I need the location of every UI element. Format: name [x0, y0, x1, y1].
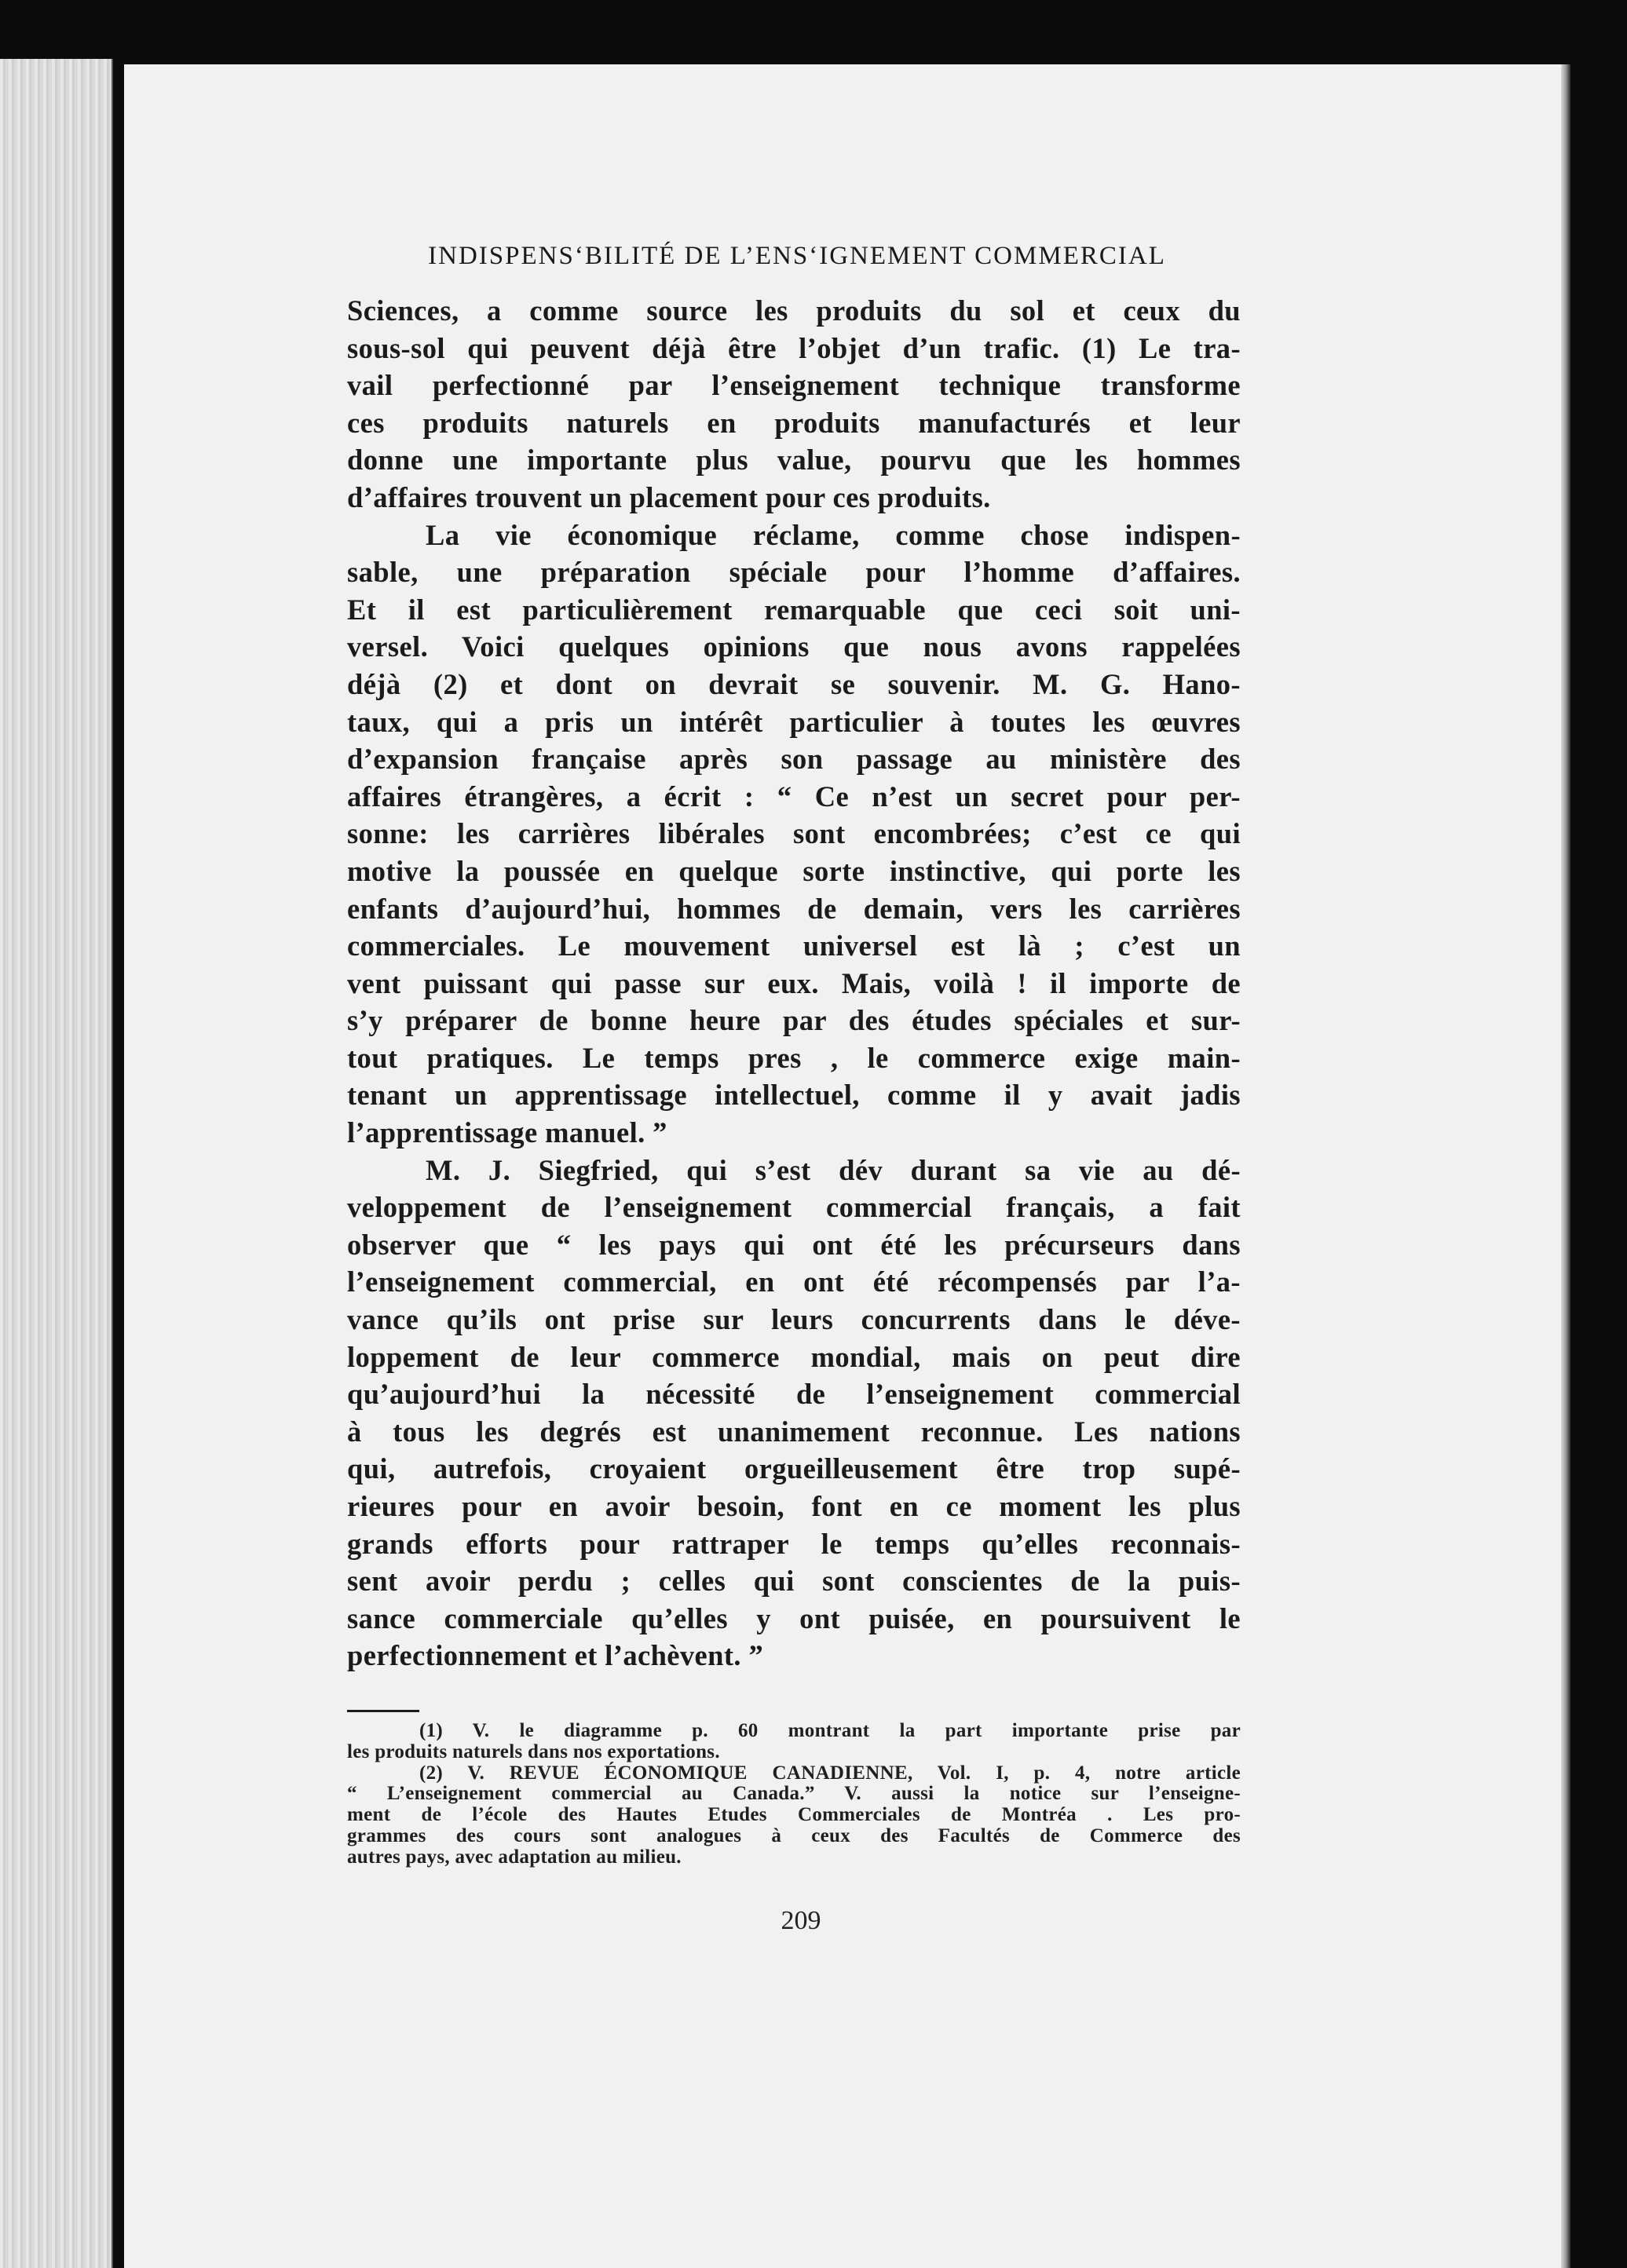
- body_lines-line: vance qu’ils ont prise sur leurs concurrents dans le déve-: [347, 1303, 1241, 1336]
- footnote_lines-line: les produits naturels dans nos exportations.: [347, 1740, 720, 1762]
- body_lines-line: motive la poussée en quelque sorte instinctive, qui porte les: [347, 854, 1241, 887]
- body_lines-line: veloppement de l’enseignement commercial français, a fait: [347, 1191, 1241, 1224]
- body_lines-line: loppement de leur commerce mondial, mais on peut dire: [347, 1340, 1241, 1373]
- body_lines-line: d’affaires trouvent un placement pour ces produits.: [347, 480, 991, 513]
- body-text: [347, 292, 1241, 1675]
- body_lines-line: sable, une préparation spéciale pour l’homme d’affaires.: [347, 556, 1241, 589]
- page-number: 209: [781, 1906, 821, 1935]
- body_lines-line: déjà (2) et dont on devrait se souvenir. M. G. Hano-: [347, 667, 1241, 700]
- footnote_lines-line: (2) V. REVUE ÉCONOMIQUE CANADIENNE, Vol. I, p. 4, notre article: [419, 1762, 1241, 1784]
- body_lines-line: commerciales. Le mouvement universel est là ; c’est un: [347, 929, 1241, 962]
- body_lines-line: ces produits naturels en produits manufacturés et leur: [347, 406, 1241, 439]
- body_lines-line: vail perfectionné par l’enseignement technique transforme: [347, 369, 1241, 402]
- footnotes: [347, 1721, 1241, 1868]
- body_lines-line: tenant un apprentissage intellectuel, comme il y avait jadis: [347, 1079, 1241, 1112]
- body_lines-line: s’y préparer de bonne heure par des études spéciales et sur-: [347, 1004, 1241, 1037]
- body_lines-line: sent avoir perdu ; celles qui sont conscientes de la puis-: [347, 1565, 1241, 1598]
- body_lines-line: perfectionnement et l’achèvent. ”: [347, 1639, 764, 1672]
- footnote_lines-line: ment de l’école des Hautes Etudes Commerciales de Montréa . Les pro-: [347, 1804, 1241, 1826]
- body_lines-line: tout pratiques. Le temps pres , le commerce exige main-: [347, 1041, 1241, 1074]
- body_lines-line: versel. Voici quelques opinions que nous avons rappelées: [347, 630, 1241, 663]
- footnote_lines-line: autres pays, avec adaptation au milieu.: [347, 1846, 682, 1868]
- body_lines-line: l’apprentissage manuel. ”: [347, 1116, 667, 1149]
- body_lines-line: d’expansion française après son passage au ministère des: [347, 743, 1241, 776]
- body_lines-line: observer que “ les pays qui ont été les précurseurs dans: [347, 1228, 1241, 1261]
- body_lines-line: vent puissant qui passe sur eux. Mais, voilà ! il importe de: [347, 966, 1241, 999]
- book-gutter-facing-page: [0, 59, 113, 2268]
- body_lines-line: qu’aujourd’hui la nécessité de l’enseignement commercial: [347, 1378, 1241, 1411]
- body_lines-line: rieures pour en avoir besoin, font en ce moment les plus: [347, 1490, 1241, 1522]
- footnote-rule: [347, 1710, 419, 1712]
- body_lines-line: taux, qui a pris un intérêt particulier à toutes les œuvres: [347, 705, 1241, 738]
- body_lines-line: qui, autrefois, croyaient orgueilleusement être trop supé-: [347, 1452, 1241, 1485]
- body_lines-line: donne une importante plus value, pourvu que les hommes: [347, 444, 1241, 477]
- footnote_lines-line: “ L’enseignement commercial au Canada.” V. aussi la notice sur l’enseigne-: [347, 1783, 1241, 1805]
- body_lines-line: Sciences, a comme source les produits du sol et ceux du: [347, 294, 1241, 327]
- body_lines-line: La vie économique réclame, comme chose indispen-: [426, 518, 1241, 551]
- body_lines-line: M. J. Siegfried, qui s’est dév durant sa vie au dé-: [426, 1153, 1241, 1186]
- body_lines-line: sance commerciale qu’elles y ont puisée, en poursuivent le: [347, 1601, 1241, 1634]
- footnote_lines-line: (1) V. le diagramme p. 60 montrant la part importante prise par: [419, 1720, 1241, 1741]
- body_lines-line: Et il est particulièrement remarquable que ceci soit uni-: [347, 593, 1241, 626]
- footnote_lines-line: grammes des cours sont analogues à ceux des Facultés de Commerce des: [347, 1824, 1241, 1846]
- body_lines-line: sous-sol qui peuvent déjà être l’objet d’un trafic. (1) Le tra-: [347, 331, 1241, 364]
- body_lines-line: à tous les degrés est unanimement reconnue. Les nations: [347, 1415, 1241, 1448]
- body_lines-line: affaires étrangères, a écrit : “ Ce n’est un secret pour per-: [347, 780, 1241, 813]
- body_lines-line: enfants d’aujourd’hui, hommes de demain, vers les carrières: [347, 892, 1241, 925]
- running-head: INDISPENS‘BILITÉ DE L’ENS‘IGNEMENT COMMERCIAL: [428, 242, 1166, 270]
- page-edge-shadow: [1561, 64, 1570, 2268]
- body_lines-line: sonne: les carrières libérales sont encombrées; c’est ce qui: [347, 817, 1241, 850]
- body_lines-line: l’enseignement commercial, en ont été récompensés par l’a-: [347, 1265, 1241, 1298]
- body_lines-line: grands efforts pour rattraper le temps qu’elles reconnais-: [347, 1527, 1241, 1560]
